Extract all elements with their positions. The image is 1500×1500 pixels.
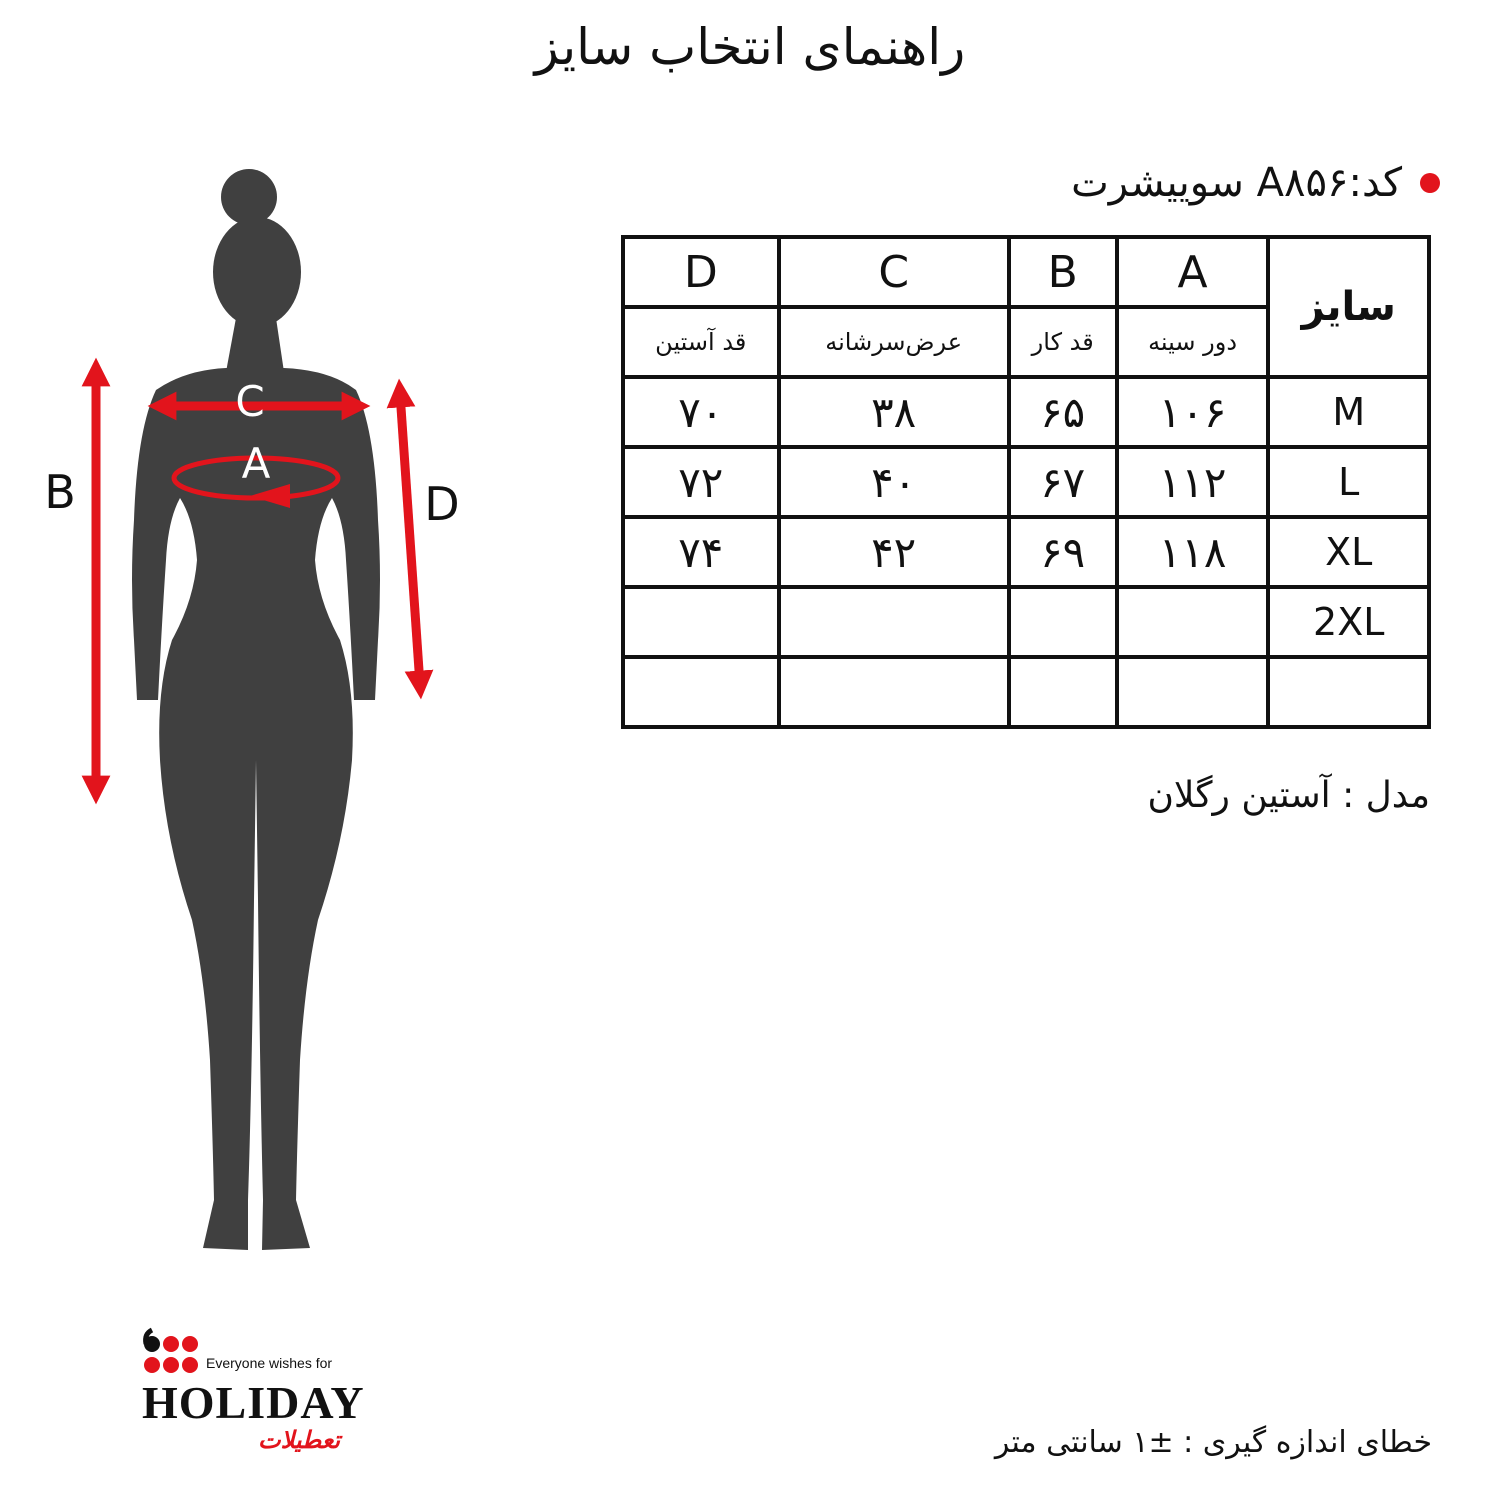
label-b: B — [44, 465, 76, 519]
table-row — [623, 517, 1429, 587]
logo-name: HOLIDAY — [142, 1377, 365, 1428]
product-code: کد:A۸۵۶ سوییشرت — [1071, 160, 1402, 206]
measure-length: قد کار — [1009, 307, 1117, 377]
logo-tagline: Everyone wishes for — [206, 1355, 333, 1371]
logo-name-fa: تعطیلات — [258, 1426, 341, 1454]
value-cell — [1009, 587, 1117, 657]
value-cell: ۶۹ — [1009, 517, 1117, 587]
value-cell: ۴۰ — [779, 447, 1009, 517]
value-cell — [1117, 657, 1269, 727]
size-table — [621, 235, 1431, 729]
value-cell: ۳۸ — [779, 377, 1009, 447]
holiday-logo — [140, 1322, 400, 1462]
value-cell: ۱۱۲ — [1117, 447, 1269, 517]
measurement-error-note: خطای اندازه گیری : ±۱ سانتی متر — [994, 1425, 1432, 1460]
table-header-row — [623, 237, 1429, 307]
value-cell: ۶۷ — [1009, 447, 1117, 517]
value-cell: ۶۵ — [1009, 377, 1117, 447]
measure-shoulder: عرض‌سرشانه — [779, 307, 1009, 377]
arrow-d — [400, 393, 420, 685]
logo-dots-icon — [140, 1322, 210, 1377]
body-figure — [0, 160, 520, 1270]
label-d: D — [424, 477, 460, 531]
value-cell — [779, 657, 1009, 727]
value-cell: ۷۲ — [623, 447, 779, 517]
product-code-line — [1071, 160, 1440, 206]
page-title: راهنمای انتخاب سایز — [534, 18, 966, 76]
body-silhouette — [132, 169, 380, 1250]
header-letter-d: D — [623, 237, 779, 307]
label-c: C — [235, 377, 265, 426]
header-letter-a: A — [1117, 237, 1269, 307]
table-row — [623, 657, 1429, 727]
size-cell: 2XL — [1268, 587, 1429, 657]
bullet-dot — [1420, 173, 1440, 193]
label-a: A — [241, 439, 271, 488]
size-cell: XL — [1268, 517, 1429, 587]
value-cell: ۴۲ — [779, 517, 1009, 587]
size-cell: L — [1268, 447, 1429, 517]
table-row — [623, 587, 1429, 657]
value-cell — [779, 587, 1009, 657]
value-cell — [623, 587, 779, 657]
measure-chest: دور سینه — [1117, 307, 1269, 377]
header-letter-b: B — [1009, 237, 1117, 307]
measure-sleeve: قد آستین — [623, 307, 779, 377]
value-cell: ۱۰۶ — [1117, 377, 1269, 447]
size-cell: M — [1268, 377, 1429, 447]
value-cell: ۱۱۸ — [1117, 517, 1269, 587]
value-cell — [623, 657, 779, 727]
value-cell: ۷۰ — [623, 377, 779, 447]
table-row — [623, 447, 1429, 517]
model-note: مدل : آستین رگلان — [1147, 775, 1430, 816]
value-cell — [1009, 657, 1117, 727]
size-header: سایز — [1268, 237, 1429, 377]
size-cell — [1268, 657, 1429, 727]
table-row — [623, 377, 1429, 447]
value-cell: ۷۴ — [623, 517, 779, 587]
header-letter-c: C — [779, 237, 1009, 307]
value-cell — [1117, 587, 1269, 657]
